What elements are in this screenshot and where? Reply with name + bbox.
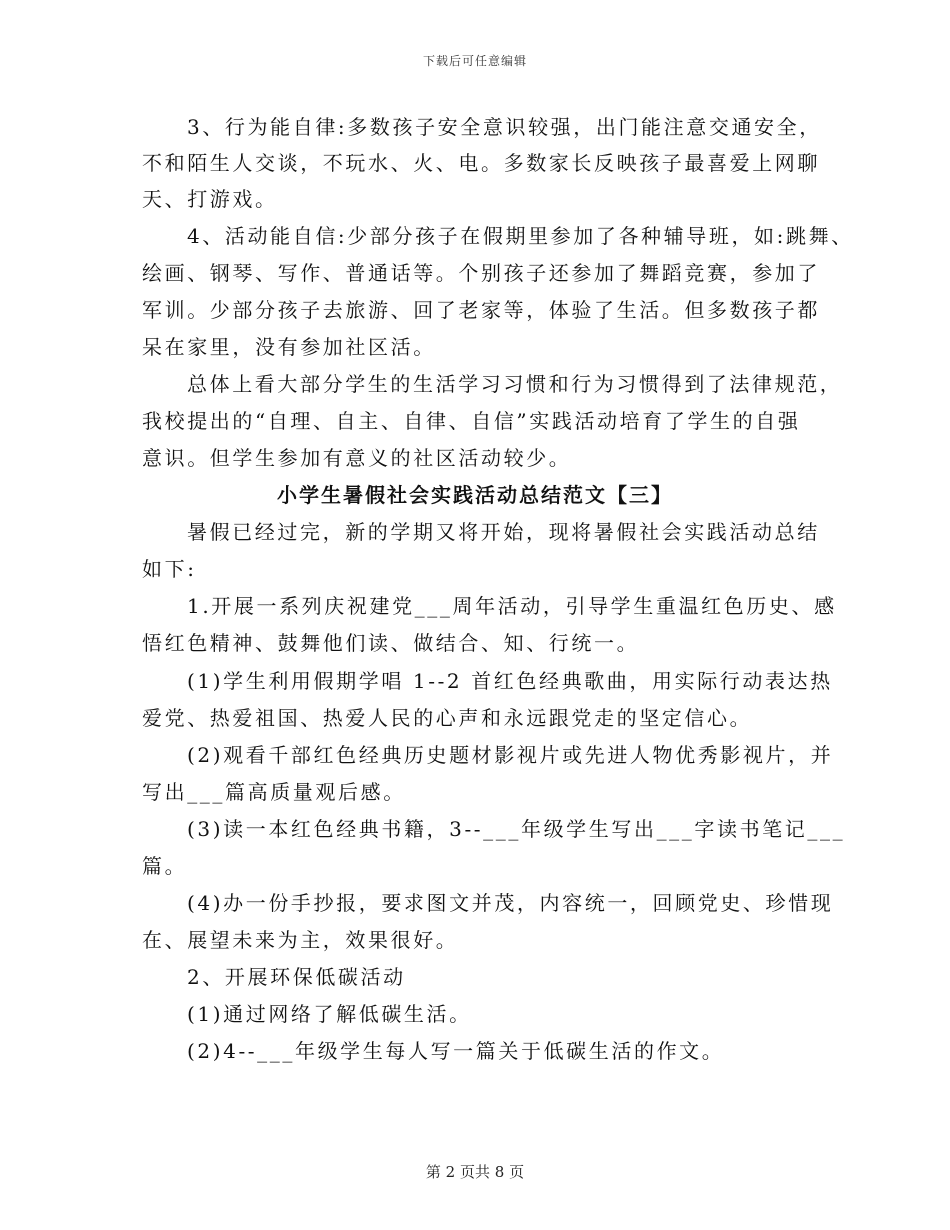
paragraph-line: (2)观看千部红色经典历史题材影视片或先进人物优秀影视片，并 bbox=[187, 743, 834, 767]
paragraph-line: 如下: bbox=[142, 557, 197, 581]
paragraph-line: 在、展望未来为主，效果很好。 bbox=[142, 928, 459, 952]
paragraph-line: 天、打游戏。 bbox=[142, 187, 278, 211]
paragraph-line: (3)读一本红色经典书籍，3--___年级学生写出___字读书笔记___ bbox=[187, 817, 846, 841]
paragraph-line: 暑假已经过完，新的学期又将开始，现将暑假社会实践活动总结 bbox=[187, 520, 820, 544]
paragraph-line: 不和陌生人交谈，不玩水、火、电。多数家长反映孩子最喜爱上网聊 bbox=[142, 151, 820, 175]
paragraph-line: 3、行为能自律:多数孩子安全意识较强，出门能注意交通安全， bbox=[187, 115, 822, 139]
paragraph-line: 篇。 bbox=[142, 854, 188, 878]
paragraph-line: 2、开展环保低碳活动 bbox=[187, 965, 406, 989]
paragraph-line: 写出___篇高质量观后感。 bbox=[142, 780, 406, 804]
section-title: 小学生暑假社会实践活动总结范文【三】 bbox=[277, 483, 673, 507]
paragraph-line: (2)4--___年级学生每人写一篇关于低碳生活的作文。 bbox=[187, 1039, 725, 1063]
paragraph-line: 呆在家里，没有参加社区活。 bbox=[142, 335, 436, 359]
paragraph-line: 4、活动能自信:少部分孩子在假期里参加了各种辅导班，如:跳舞、 bbox=[187, 224, 854, 248]
paragraph-line: (4)办一份手抄报，要求图文并茂，内容统一，回顾党史、珍惜现 bbox=[187, 891, 834, 915]
page-footer: 第 2 页共 8 页 bbox=[425, 1163, 525, 1181]
paragraph-line: 军训。少部分孩子去旅游、回了老家等，体验了生活。但多数孩子都 bbox=[142, 298, 820, 322]
paragraph-line: 我校提出的“自理、自主、自律、自信”实践活动培育了学生的自强 bbox=[142, 409, 801, 433]
paragraph-line: 悟红色精神、鼓舞他们读、做结合、知、行统一。 bbox=[142, 631, 640, 655]
paragraph-line: (1)学生利用假期学唱 1--2 首红色经典歌曲，用实际行动表达热 bbox=[187, 669, 833, 693]
page-header: 下载后可任意编辑 bbox=[422, 54, 527, 68]
paragraph-line: 总体上看大部分学生的生活学习习惯和行为习惯得到了法律规范， bbox=[187, 372, 843, 396]
paragraph-line: (1)通过网络了解低碳生活。 bbox=[187, 1002, 472, 1026]
paragraph-line: 绘画、钢琴、写作、普通话等。个别孩子还参加了舞蹈竞赛，参加了 bbox=[142, 261, 820, 285]
paragraph-line: 爱党、热爱祖国、热爱人民的心声和永远跟党走的坚定信心。 bbox=[142, 706, 753, 730]
paragraph-line: 意识。但学生参加有意义的社区活动较少。 bbox=[142, 446, 572, 470]
paragraph-line: 1.开展一系列庆祝建党___周年活动，引导学生重温红色历史、感 bbox=[187, 594, 837, 618]
